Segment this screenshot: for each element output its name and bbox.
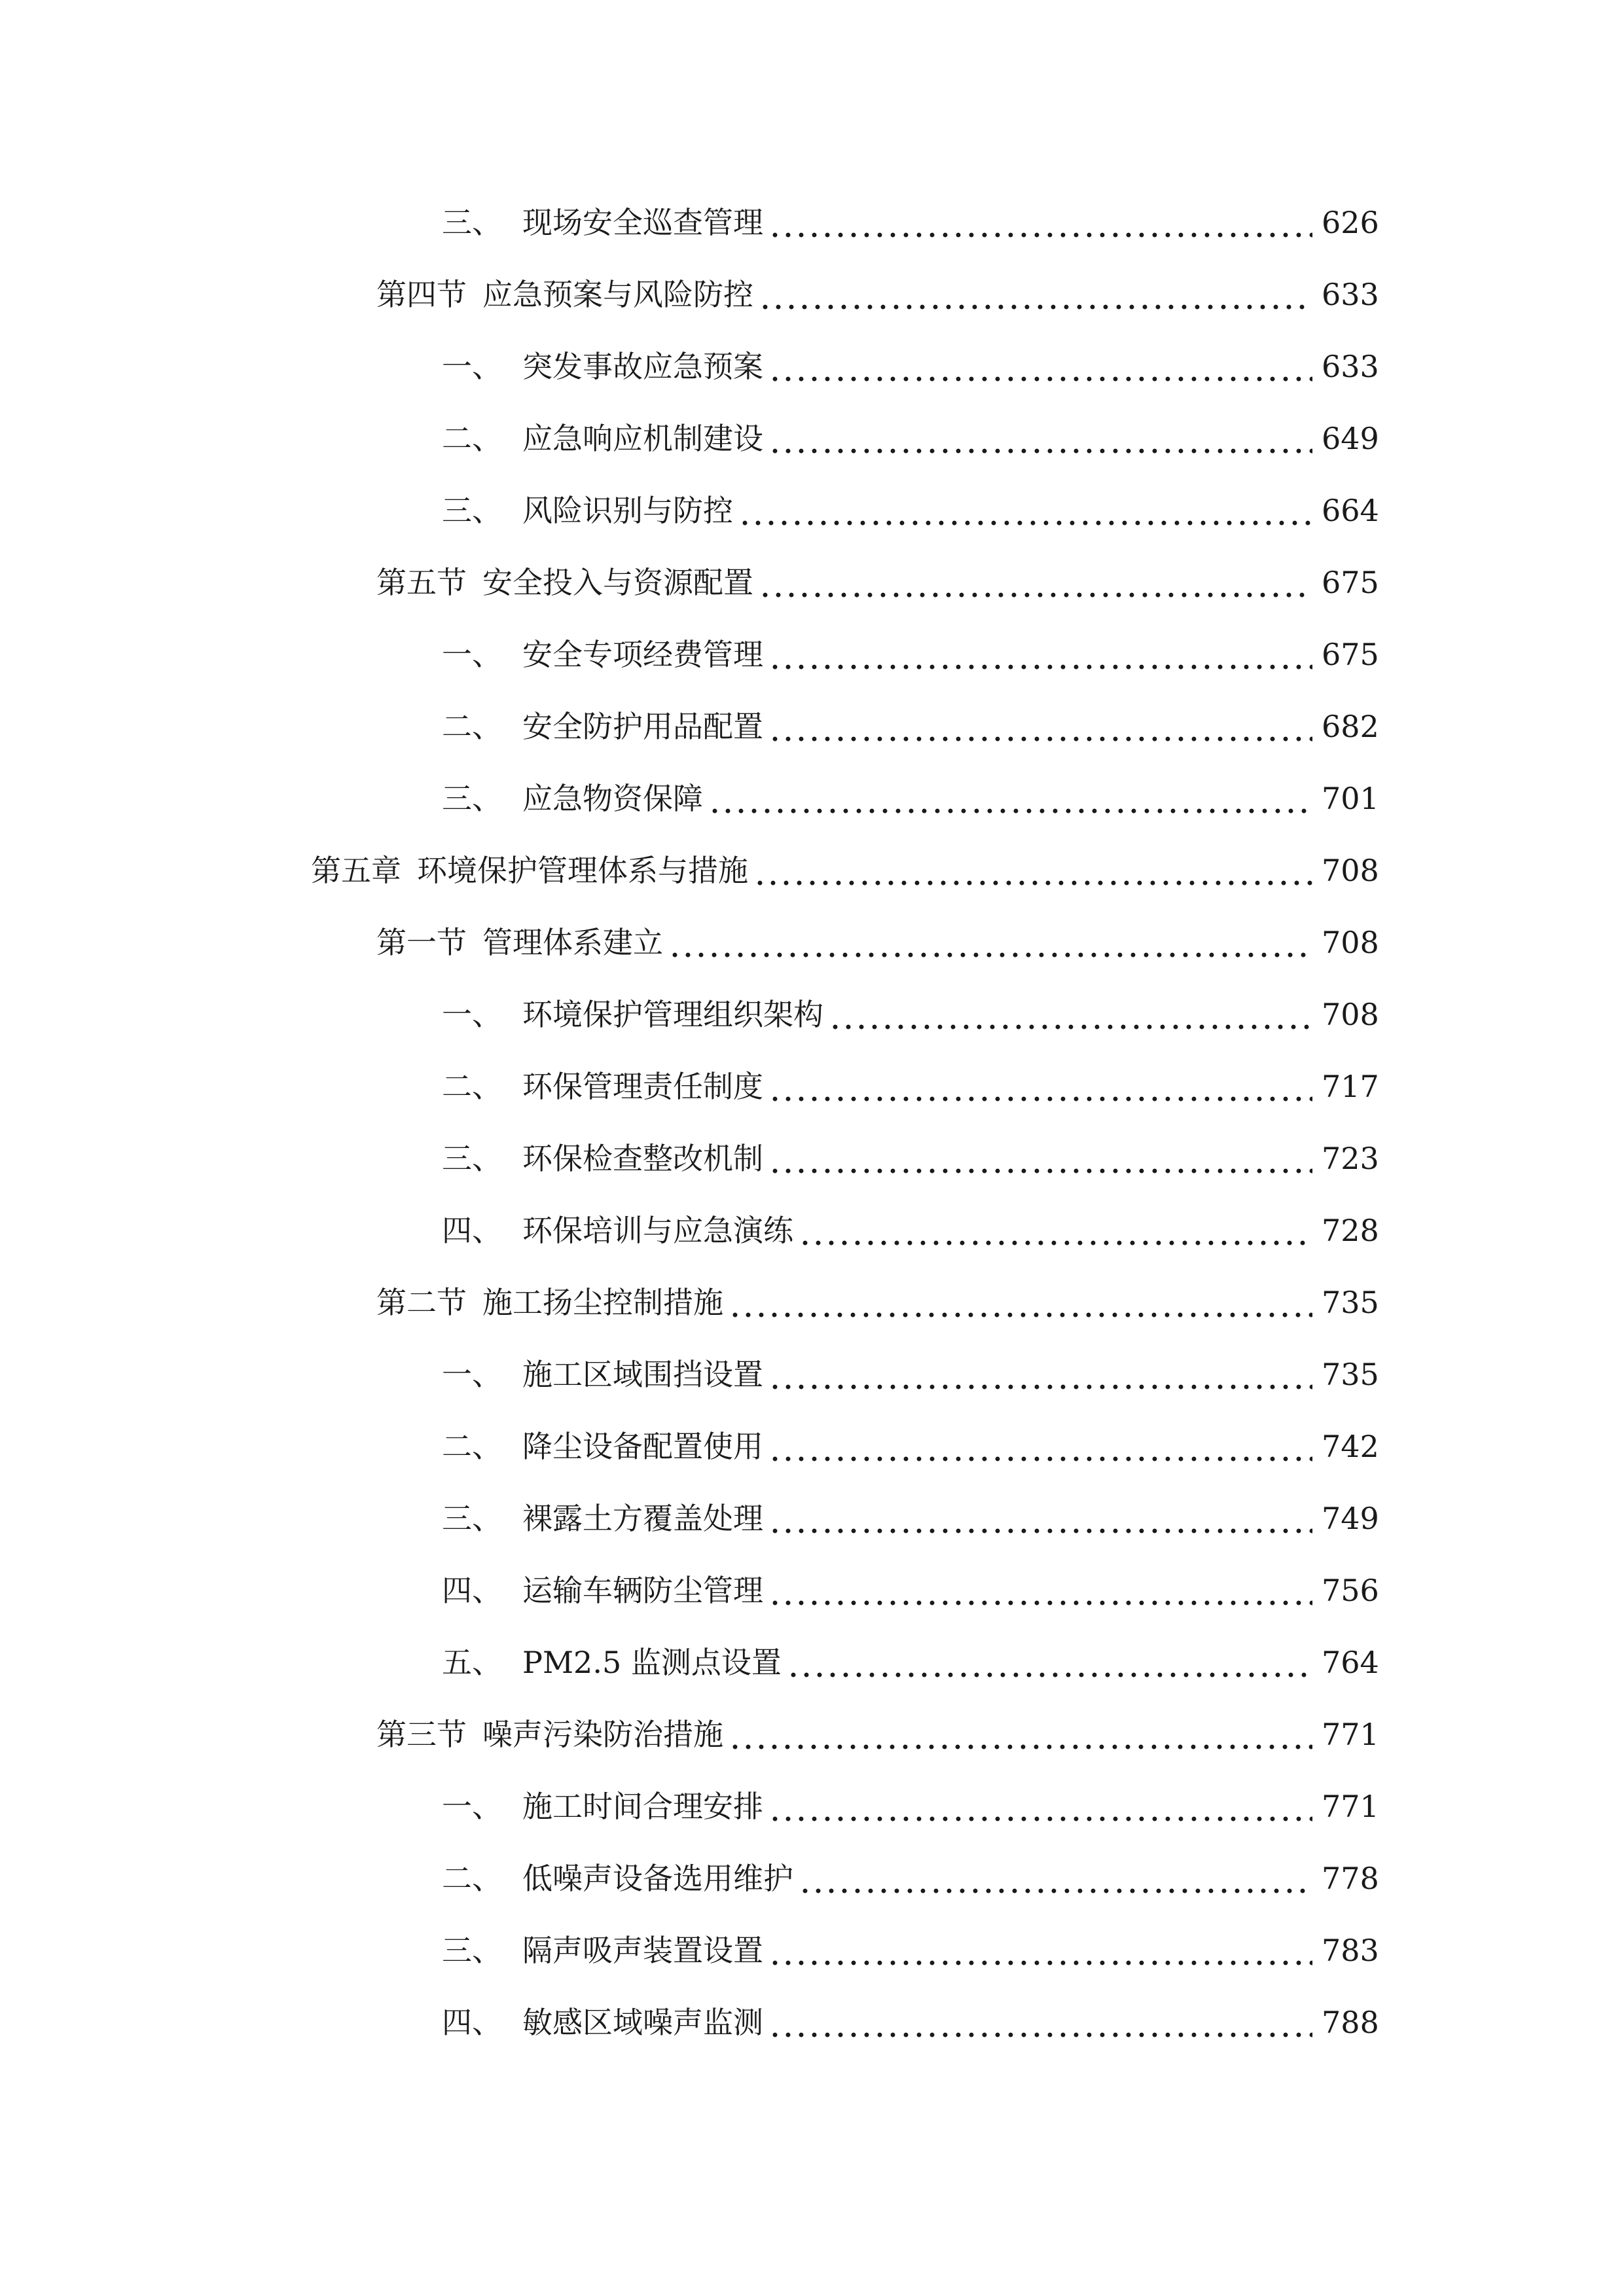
entry-title: 低噪声设备选用维护	[522, 1861, 793, 1896]
toc-entry[interactable]	[0, 475, 1624, 547]
entry-number: 一、	[442, 1357, 502, 1392]
entry-number: 四、	[442, 1213, 502, 1248]
entry-title: 施工时间合理安排	[522, 1789, 763, 1824]
entry-number: 二、	[442, 709, 502, 744]
entry-title: 施工扬尘控制措施	[482, 1285, 723, 1320]
entry-page-number: 742	[1322, 1429, 1379, 1464]
entry-title: 环境保护管理体系与措施	[417, 853, 748, 888]
entry-label	[442, 207, 763, 238]
entry-page-number: 723	[1322, 1141, 1379, 1176]
entry-label	[442, 639, 763, 670]
toc-entry[interactable]	[0, 834, 1624, 906]
entry-label	[376, 1287, 723, 1318]
entry-title: 裸露土方覆盖处理	[522, 1501, 763, 1536]
entry-number: 三、	[442, 781, 502, 816]
entry-number: 第五节	[376, 565, 467, 600]
entry-title: 管理体系建立	[482, 925, 663, 960]
entry-number: 三、	[442, 1501, 502, 1536]
entry-label	[442, 1645, 782, 1680]
toc-entry[interactable]	[0, 331, 1624, 403]
entry-label	[442, 351, 763, 382]
toc-entry[interactable]	[0, 1194, 1624, 1266]
dot-leader	[768, 717, 1312, 743]
entry-number: 第五章	[311, 853, 401, 888]
entry-number: 二、	[442, 421, 502, 456]
dot-leader	[799, 1869, 1312, 1895]
entry-label	[442, 495, 733, 526]
entry-title: 环保管理责任制度	[522, 1069, 763, 1104]
entry-label	[376, 567, 753, 598]
dot-leader	[768, 1077, 1312, 1103]
toc-entry[interactable]	[0, 1482, 1624, 1554]
entry-label	[442, 1789, 763, 1824]
dot-leader	[799, 1221, 1312, 1247]
entry-number: 一、	[442, 637, 502, 672]
entry-page-number: 682	[1322, 709, 1379, 744]
entry-page-number: 708	[1322, 925, 1379, 960]
entry-page-number: 633	[1322, 277, 1379, 312]
entry-number: 三、	[442, 493, 502, 528]
entry-label	[442, 423, 763, 454]
table-of-contents	[0, 187, 1624, 2058]
dot-leader	[768, 2013, 1312, 2039]
entry-label	[442, 1143, 763, 1174]
toc-entry[interactable]	[0, 762, 1624, 834]
entry-label	[442, 999, 823, 1030]
entry-label	[376, 1717, 723, 1752]
entry-page-number: 749	[1322, 1501, 1379, 1536]
toc-entry[interactable]	[0, 619, 1624, 691]
entry-number: 第一节	[376, 925, 467, 960]
entry-label	[311, 855, 748, 886]
entry-page-number: 675	[1322, 565, 1379, 600]
entry-label	[442, 1431, 763, 1462]
dot-leader	[829, 1005, 1312, 1031]
entry-page-number: 701	[1322, 781, 1379, 816]
entry-title: 应急预案与风险防控	[482, 277, 753, 312]
entry-page-number: 783	[1322, 1933, 1379, 1968]
entry-label	[376, 279, 753, 310]
entry-label	[442, 1933, 763, 1968]
entry-label	[442, 1573, 763, 1608]
dot-leader	[768, 1797, 1312, 1823]
dot-leader	[768, 357, 1312, 383]
entry-number: 第二节	[376, 1285, 467, 1320]
toc-entry[interactable]	[0, 403, 1624, 475]
dot-leader	[753, 861, 1312, 887]
entry-number: 第四节	[376, 277, 467, 312]
toc-entry[interactable]	[0, 547, 1624, 619]
toc-entry[interactable]	[0, 1914, 1624, 1986]
dot-leader	[768, 1149, 1312, 1175]
entry-page-number: 756	[1322, 1573, 1379, 1608]
toc-entry[interactable]	[0, 1842, 1624, 1914]
dot-leader	[768, 1581, 1312, 1607]
entry-title: 施工区域围挡设置	[522, 1357, 763, 1392]
entry-number: 五、	[442, 1645, 502, 1680]
toc-entry[interactable]	[0, 1122, 1624, 1194]
entry-number: 二、	[442, 1429, 502, 1464]
entry-title: 突发事故应急预案	[522, 349, 763, 384]
entry-page-number: 717	[1322, 1069, 1379, 1104]
entry-title: 噪声污染防治措施	[482, 1717, 723, 1752]
entry-page-number: 626	[1322, 205, 1379, 240]
entry-page-number: 633	[1322, 349, 1379, 384]
entry-title: 降尘设备配置使用	[522, 1429, 763, 1464]
dot-leader	[787, 1653, 1312, 1679]
entry-page-number: 771	[1322, 1789, 1379, 1824]
dot-leader	[768, 1509, 1312, 1535]
toc-entry[interactable]	[0, 1770, 1624, 1842]
entry-title: 安全防护用品配置	[522, 709, 763, 744]
toc-entry[interactable]	[0, 1266, 1624, 1338]
entry-label	[442, 783, 703, 814]
entry-number: 三、	[442, 1933, 502, 1968]
dot-leader	[768, 429, 1312, 455]
toc-entry[interactable]	[0, 259, 1624, 331]
entry-page-number: 664	[1322, 493, 1379, 528]
entry-page-number: 708	[1322, 853, 1379, 888]
toc-entry[interactable]	[0, 978, 1624, 1050]
entry-title: 环保培训与应急演练	[522, 1213, 793, 1248]
toc-entry[interactable]	[0, 1626, 1624, 1698]
dot-leader	[759, 573, 1312, 599]
toc-entry[interactable]	[0, 187, 1624, 259]
dot-leader	[738, 501, 1312, 527]
toc-entry[interactable]	[0, 1410, 1624, 1482]
entry-label	[442, 1215, 793, 1246]
toc-entry[interactable]	[0, 1338, 1624, 1410]
entry-title: 安全投入与资源配置	[482, 565, 753, 600]
dot-leader	[768, 1941, 1312, 1967]
entry-title: 现场安全巡查管理	[522, 205, 763, 240]
entry-page-number: 735	[1322, 1357, 1379, 1392]
toc-entry[interactable]	[0, 1554, 1624, 1626]
entry-label	[442, 1359, 763, 1390]
dot-leader	[668, 933, 1312, 959]
entry-title: 环境保护管理组织架构	[522, 997, 823, 1032]
entry-title: 风险识别与防控	[522, 493, 733, 528]
entry-title: 安全专项经费管理	[522, 637, 763, 672]
entry-number: 二、	[442, 1069, 502, 1104]
entry-page-number: 788	[1322, 2005, 1379, 2040]
entry-page-number: 675	[1322, 637, 1379, 672]
dot-leader	[768, 1437, 1312, 1463]
entry-number: 一、	[442, 997, 502, 1032]
entry-number: 四、	[442, 2005, 502, 2040]
toc-entry[interactable]	[0, 1050, 1624, 1122]
entry-number: 一、	[442, 1789, 502, 1824]
entry-label	[442, 1861, 793, 1896]
entry-title: 隔声吸声装置设置	[522, 1933, 763, 1968]
entry-label	[442, 1071, 763, 1102]
entry-label	[442, 2005, 763, 2040]
entry-page-number: 778	[1322, 1861, 1379, 1896]
entry-title: 敏感区域噪声监测	[522, 2005, 763, 2040]
dot-leader	[768, 213, 1312, 239]
toc-entry[interactable]	[0, 906, 1624, 978]
entry-number: 四、	[442, 1573, 502, 1608]
entry-page-number: 649	[1322, 421, 1379, 456]
toc-entry[interactable]	[0, 1986, 1624, 2058]
entry-page-number: 708	[1322, 997, 1379, 1032]
dot-leader	[768, 645, 1312, 671]
toc-entry[interactable]	[0, 1698, 1624, 1770]
entry-label	[376, 927, 663, 958]
dot-leader	[708, 789, 1312, 815]
dot-leader	[729, 1725, 1312, 1751]
entry-number: 二、	[442, 1861, 502, 1896]
entry-number: 三、	[442, 1141, 502, 1176]
entry-label	[442, 711, 763, 742]
entry-page-number: 735	[1322, 1285, 1379, 1320]
entry-title: 运输车辆防尘管理	[522, 1573, 763, 1608]
dot-leader	[759, 285, 1312, 311]
entry-page-number: 771	[1322, 1717, 1379, 1752]
entry-title: 环保检查整改机制	[522, 1141, 763, 1176]
entry-number: 一、	[442, 349, 502, 384]
entry-title: 应急响应机制建设	[522, 421, 763, 456]
entry-number: 第三节	[376, 1717, 467, 1752]
entry-title: 应急物资保障	[522, 781, 703, 816]
dot-leader	[729, 1293, 1312, 1319]
dot-leader	[768, 1365, 1312, 1391]
entry-title: PM2.5 监测点设置	[522, 1645, 782, 1680]
entry-page-number: 728	[1322, 1213, 1379, 1248]
toc-entry[interactable]	[0, 691, 1624, 762]
entry-number: 三、	[442, 205, 502, 240]
entry-page-number: 764	[1322, 1645, 1379, 1680]
entry-label	[442, 1503, 763, 1534]
